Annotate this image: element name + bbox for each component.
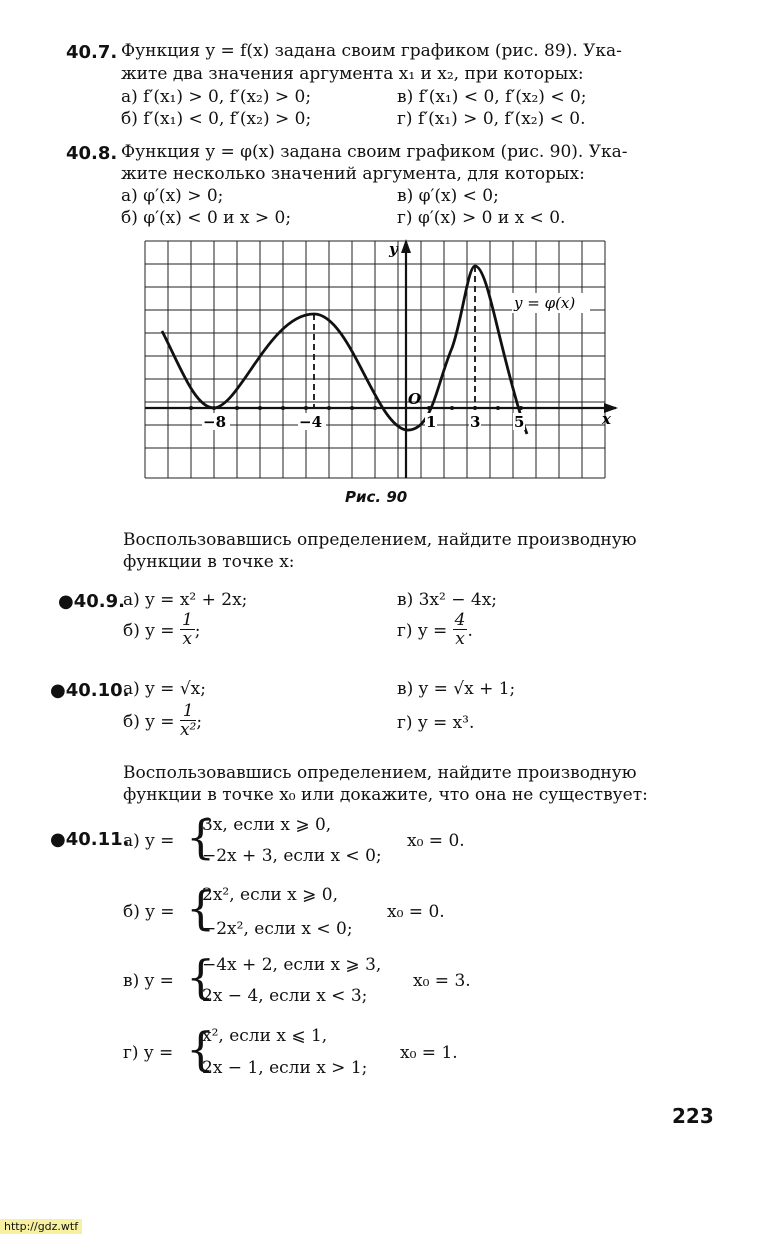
problem-40-7-item-g: г) f′(x₁) > 0, f′(x₂) < 0. <box>397 109 586 129</box>
figure-90-graph <box>140 236 620 482</box>
problem-40-7-line2: жите два значения аргумента x₁ и x₂, при которых: <box>121 64 584 84</box>
problem-number-40-10: ●40.10. <box>50 680 130 701</box>
problem-40-7-line1: Функция y = f(x) задана своим графиком (рис. 89). Ука- <box>121 41 622 61</box>
problem-40-11-v-case1: −4x + 2, если x ⩾ 3, <box>202 955 382 975</box>
problem-40-11-b-prefix: б) y = <box>123 902 175 922</box>
problem-number-40-9: ●40.9. <box>58 591 125 612</box>
y-axis-label: y <box>389 240 398 258</box>
problem-40-11-a-case1: 3x, если x ⩾ 0, <box>202 815 332 835</box>
problem-40-8-line1: Функция y = φ(x) задана своим графиком (рис. 90). Ука- <box>121 142 628 162</box>
tick-label-minus-8: −8 <box>203 413 227 431</box>
fraction-4-over-x <box>453 611 468 648</box>
origin-label: O <box>408 390 422 408</box>
problem-40-11-v-prefix: в) y = <box>123 971 174 991</box>
problem-40-11-v-x0: x₀ = 3. <box>413 971 471 991</box>
item-b-suffix: ; <box>194 621 201 641</box>
problem-40-11-a-prefix: а) y = <box>123 831 175 851</box>
problem-40-9-item-g <box>397 610 473 650</box>
tick-label-1: 1 <box>426 413 437 431</box>
problem-40-7-item-a: а) f′(x₁) > 0, f′(x₂) > 0; <box>121 87 312 107</box>
x-axis-label: x <box>602 410 611 428</box>
problem-40-10-item-v: в) y = √x + 1; <box>397 679 516 699</box>
problem-40-7-item-b: б) f′(x₁) < 0, f′(x₂) > 0; <box>121 109 312 129</box>
tick-label-5: 5 <box>514 413 525 431</box>
problem-40-11-v-case2: 2x − 4, если x < 3; <box>202 986 368 1006</box>
figure-caption: Рис. 90 <box>345 488 408 506</box>
item-b-prefix: б) y = <box>123 621 175 641</box>
brace-g: { <box>186 1022 216 1076</box>
fraction-1-over-x-squared <box>180 702 196 739</box>
problem-40-11-g-case2: 2x − 1, если x > 1; <box>202 1058 368 1078</box>
item-g-suffix: . <box>467 621 473 641</box>
brace-v: { <box>186 950 216 1004</box>
problem-40-8-item-v: в) φ′(x) < 0; <box>397 186 499 206</box>
watermark-link[interactable]: http://gdz.wtf <box>0 1219 82 1234</box>
brace-b: { <box>186 881 216 935</box>
item-b-prefix: б) y = <box>123 712 175 732</box>
intro-2-line2: функции в точке x₀ или докажите, что она не существует: <box>123 785 648 805</box>
curve-label: y = φ(x) <box>514 294 576 312</box>
problem-number-40-8: 40.8. <box>66 143 118 164</box>
graph-grid <box>145 241 605 478</box>
problem-40-9-item-v: в) 3x² − 4x; <box>397 590 498 610</box>
intro-1-line1: Воспользовавшись определением, найдите производную <box>123 530 637 550</box>
problem-40-11-b-case2: −2x², если x < 0; <box>202 919 353 939</box>
problem-40-11-a-x0: x₀ = 0. <box>407 831 465 851</box>
page-number: 223 <box>672 1104 714 1128</box>
tick-label-3: 3 <box>470 413 481 431</box>
fraction-denominator: x <box>182 629 193 649</box>
problem-40-7-item-v: в) f′(x₁) < 0, f′(x₂) < 0; <box>397 87 587 107</box>
item-b-suffix: ; <box>196 712 203 732</box>
problem-40-9-item-a: а) y = x² + 2x; <box>123 590 248 610</box>
fraction-denominator: x² <box>179 720 197 740</box>
fraction-1-over-x <box>180 611 195 648</box>
problem-40-10-item-g: г) y = x³. <box>397 713 475 733</box>
problem-40-10-item-b <box>123 701 203 741</box>
fraction-denominator: x <box>455 629 465 649</box>
brace-a: { <box>186 810 216 864</box>
intro-1-line2: функции в точке x: <box>123 552 295 572</box>
problem-40-8-item-g: г) φ′(x) > 0 и x < 0. <box>397 208 566 228</box>
intro-2-line1: Воспользовавшись определением, найдите производную <box>123 763 637 783</box>
item-g-prefix: г) y = <box>397 621 448 641</box>
problem-40-11-a-case2: −2x + 3, если x < 0; <box>202 846 382 866</box>
problem-40-11-g-case1: x², если x ⩽ 1, <box>202 1026 328 1046</box>
problem-number-40-11: ●40.11. <box>50 829 130 850</box>
tick-label-minus-4: −4 <box>299 413 323 431</box>
problem-40-11-b-case1: 2x², если x ⩾ 0, <box>202 885 338 905</box>
problem-40-11-g-prefix: г) y = <box>123 1043 174 1063</box>
fraction-numerator: 1 <box>181 610 193 630</box>
fraction-numerator: 1 <box>180 702 196 721</box>
problem-40-8-item-a: а) φ′(x) > 0; <box>121 186 224 206</box>
problem-40-10-item-a: а) y = √x; <box>123 679 206 699</box>
fraction-numerator: 4 <box>454 610 466 630</box>
problem-40-8-line2: жите несколько значений аргумента, для которых: <box>121 164 585 184</box>
problem-40-11-b-x0: x₀ = 0. <box>387 902 445 922</box>
problem-number-40-7: 40.7. <box>66 42 118 63</box>
problem-40-9-item-b <box>123 610 201 650</box>
problem-40-8-item-b: б) φ′(x) < 0 и x > 0; <box>121 208 292 228</box>
problem-40-11-g-x0: x₀ = 1. <box>400 1043 458 1063</box>
